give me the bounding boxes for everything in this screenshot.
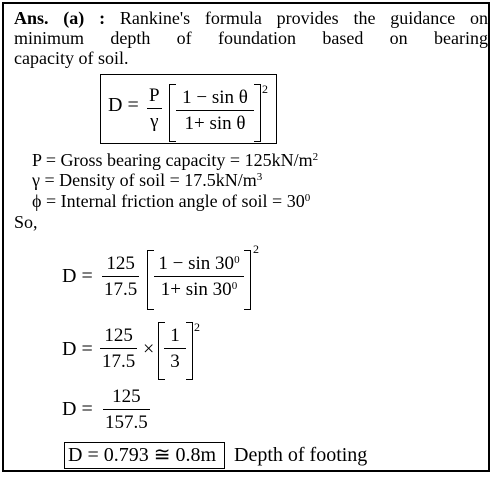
step1-inner-den-text: 1+ sin 30 [160,279,232,300]
step1-numerator: 125 [106,253,135,274]
def-density-text: γ = Density of soil = 17.5kN/m [32,170,257,190]
step1-inner-den-exp: 0 [231,280,238,292]
step1-right-bracket [244,250,251,310]
step2-times: × [143,338,155,360]
def-gross-bearing-text: P = Gross bearing capacity = 125kN/m [32,150,313,170]
step3-fraction [103,385,150,436]
step2-right-bracket [186,322,193,380]
step3-denominator: 157.5 [103,409,150,436]
step2-denominator: 17.5 [100,348,137,375]
step1-inner-denominator [154,276,244,303]
step1-inner-numerator [154,252,244,276]
result-value: D = 0.793 ≅ 0.8m [68,444,217,466]
formula-exponent: 2 [262,82,268,96]
step2-exponent: 2 [194,320,200,334]
intro-line-2: minimum depth of foundation based on bearing [14,28,488,48]
formula-left-bracket [169,84,176,142]
answer-panel [2,2,490,472]
step2-numerator: 125 [104,325,133,346]
step1-lhs: D = [62,265,93,287]
step1-left-bracket [147,250,154,310]
def-friction-angle-text: ϕ = Internal friction angle of soil = 30 [32,191,305,211]
step2-fraction [100,324,137,375]
answer-label: Ans. (a) : [14,8,106,28]
step3-numerator: 125 [112,386,141,407]
step1-inner-fraction [154,252,244,303]
step1-denominator: 17.5 [102,276,139,303]
intro-line-3: capacity of soil. [14,48,129,68]
def-friction-angle [32,191,310,211]
intro-line-1 [14,8,488,28]
def-density [32,170,262,190]
formula-p: P [149,85,160,106]
step1-inner-num-exp: 0 [234,254,240,266]
formula-gamma: γ [147,108,162,135]
result-note: Depth of footing [234,444,368,466]
formula-denominator: 1+ sin θ [176,110,254,137]
formula-fraction-sin [176,86,254,137]
step2-lhs: D = [62,338,93,360]
formula-numerator: 1 − sin θ [182,87,248,108]
step1-inner-num-text: 1 − sin 30 [158,253,235,274]
step2-inner-numerator: 1 [170,325,180,346]
def-gross-bearing [32,150,318,170]
step2-inner-fraction [164,324,186,375]
step1-exponent: 2 [253,242,259,256]
formula-right-bracket [254,84,261,142]
def-gross-bearing-exp: 2 [312,151,319,163]
intro-text-1: Rankine's formula provides the guidance on [119,8,489,28]
step3-lhs: D = [62,398,93,420]
formula-lhs: D = [108,94,139,116]
formula-fraction-p-gamma [147,84,162,135]
step1-fraction [102,252,139,303]
step2-inner-denominator: 3 [164,348,186,375]
def-friction-angle-exp: 0 [304,192,311,204]
so-label: So, [14,212,38,232]
def-density-exp: 3 [256,171,263,183]
